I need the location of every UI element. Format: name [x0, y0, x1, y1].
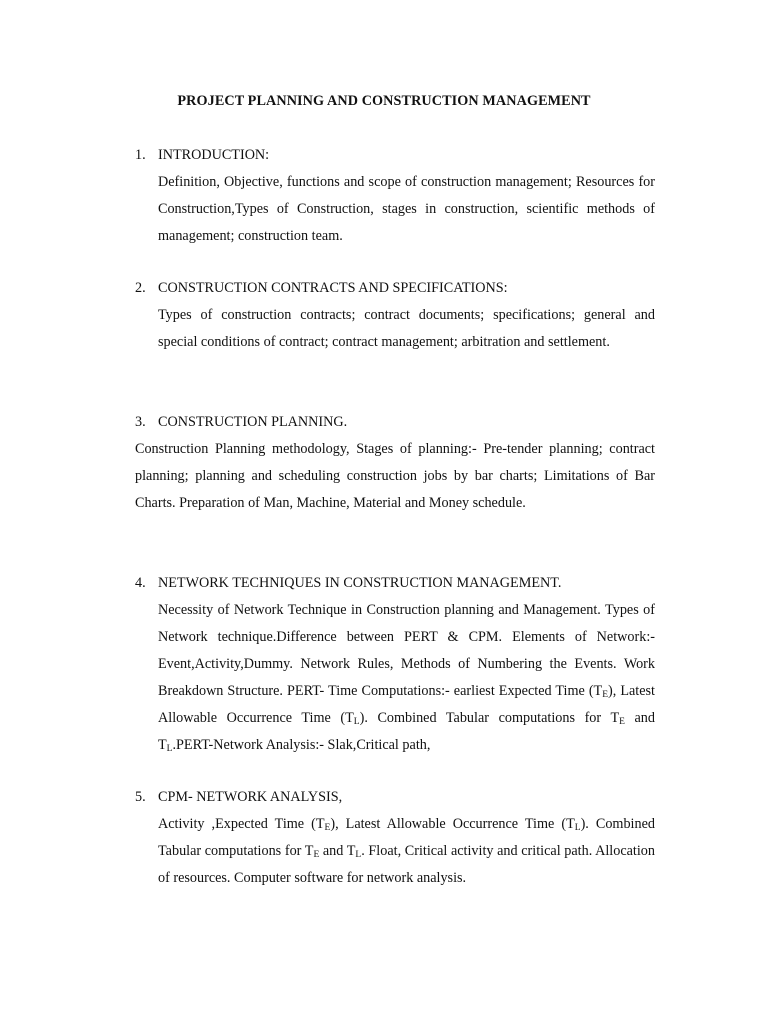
body-text: . Float, Critical activity and critical path. Allocation of resources. Computer software for network analysis.	[158, 843, 655, 886]
section-heading	[0, 275, 768, 302]
subscript: E	[602, 690, 609, 700]
subscript: E	[619, 717, 625, 727]
section-body	[158, 597, 655, 759]
subscript: L	[166, 744, 173, 754]
section-heading-text: NETWORK TECHNIQUES IN CONSTRUCTION MANAGEMENT.	[158, 575, 562, 591]
section-number: 1.	[135, 147, 146, 163]
subscript: L	[574, 823, 581, 833]
document-title: PROJECT PLANNING AND CONSTRUCTION MANAGEMENT	[177, 93, 591, 109]
section-heading	[0, 570, 768, 597]
section-planning	[0, 409, 768, 517]
section-heading	[0, 784, 768, 811]
section-heading	[0, 142, 768, 169]
section-heading-text: CONSTRUCTION CONTRACTS AND SPECIFICATIONS:	[158, 280, 508, 296]
section-body: Construction Planning methodology, Stages of planning:- Pre-tender planning; contract planning; planning and scheduling construction jobs by bar charts; Limitations of Bar Charts. Preparation of Man, Machine, Material and Money schedule.	[135, 441, 655, 511]
section-body	[158, 811, 655, 892]
section-heading-text: CONSTRUCTION PLANNING.	[158, 414, 348, 430]
section-body: Types of construction contracts; contract documents; specifications; general and special conditions of contract; contract management; arbitration and settlement.	[158, 307, 655, 350]
body-text: ). Combined Tabular computations for T	[158, 816, 655, 859]
section-network-techniques	[0, 570, 768, 759]
body-text: ). Combined Tabular computations for T	[359, 710, 620, 726]
section-contracts	[0, 275, 768, 356]
section-number: 5.	[135, 789, 146, 805]
section-number: 4.	[135, 575, 146, 591]
section-heading-text: INTRODUCTION:	[158, 147, 270, 163]
subscript: L	[355, 850, 362, 860]
body-text: Necessity of Network Technique in Construction planning and Management. Types of Network technique.Difference between PERT & CPM. Elements of Network:- Event,Activity,Dummy. Network Rules, Methods of Numbering the Events. Work Breakdown Structure. PERT- Time Computations:- earliest Expected Time (T	[158, 602, 655, 699]
body-text: and T	[158, 710, 655, 753]
subscript: L	[353, 717, 360, 727]
section-introduction	[0, 142, 768, 250]
body-text: .PERT-Network Analysis:- Slak,Critical path,	[172, 737, 431, 753]
section-heading-text: CPM- NETWORK ANALYSIS,	[158, 789, 343, 805]
body-text: Activity ,Expected Time (T	[158, 816, 325, 832]
section-number: 3.	[135, 414, 146, 430]
section-body: Definition, Objective, functions and scope of construction management; Resources for Construction,Types of Construction, stages in construction, scientific methods of management; construction team.	[158, 174, 655, 244]
subscript: E	[313, 850, 320, 860]
body-text: ), Latest Allowable Occurrence Time (T	[330, 816, 575, 832]
section-heading	[0, 409, 768, 436]
section-number: 2.	[135, 280, 146, 296]
subscript: E	[324, 823, 331, 833]
section-cpm-analysis	[0, 784, 768, 892]
body-text: and T	[319, 843, 356, 859]
body-text: ), Latest Allowable Occurrence Time (T	[158, 683, 655, 726]
